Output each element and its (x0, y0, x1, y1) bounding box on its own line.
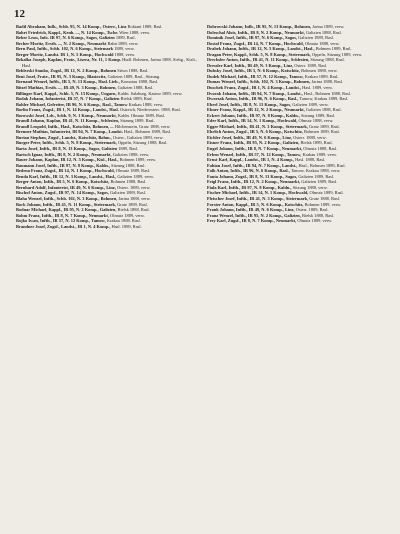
entry-line-1: Dostal Franz, Zugsf., IR 14, N. 7 Komp., Hochwald, (207, 40, 304, 46)
entry-line-2: Galizien 1888, Rasl. (305, 107, 342, 113)
entry-line-2: Bielsk 1888, Rasl. (117, 207, 150, 213)
entry-line-2: Jarina 1888, verw. (118, 195, 151, 201)
entry-line-1: Dworzak Anton, Infth., IR 96, N. 6 Komp., Rasl., (207, 96, 299, 102)
left-column (16, 24, 197, 528)
entry-line-1: Egger Michael, Infth., IR 41, N. 3 Komp., Steiermark, (207, 123, 308, 129)
entry-line-1: Ehrlich Anton, Zugsf., IR 5, N. 6 Komp., Kotschitz, (207, 129, 303, 135)
entry-line-1: Badtl Abraham, Infh., Schb. 95, N. 14 Komp., Osterr., Linz (16, 24, 127, 29)
entry-line-1: Drechsler Anton, Infth., IR 41, N. 11 Komp., Schlesien, (207, 57, 310, 63)
entry-line-1: Eisner Franz, Infth., IR 95, N. 2 Komp., Galizien, (207, 140, 300, 146)
entry-line-2: Krakau 1889, verw. (302, 151, 338, 157)
entry-line-1: Bernand Wenzel, Infth., IR 5, N. 13 Komp., Hasl. Lieb., (16, 79, 120, 85)
entry-line-2: Oppeln, Sitzung 1889, verw. (311, 51, 363, 57)
entry-line-2: Bielsk 1889, Rasl. (300, 140, 333, 146)
entry-line-2: Bahn 1889, verw. (107, 40, 139, 46)
entry-line-2: Galizien 1888, verw. (112, 151, 150, 157)
entry-line-2: Osterr. 1889, verw. (117, 184, 151, 190)
entry-line-1: Bitzel Mathias, Ersth. ..., IR 49, N. 3 Komp., Bohmen, (16, 85, 117, 91)
entry-line-2: Sitzung 1888, verw. (292, 184, 328, 190)
entry-line-1: Brandl Leopold, Infth., Hasl., Kotschitz, Bohmen, ... (16, 123, 114, 129)
entry-line-2: Sitzung 1889, Rasl. (120, 118, 155, 124)
entry-line-2: Bohmen 1889, Rasl. (303, 129, 340, 135)
entry-line-1: Bodnar Michael, Kappl., IR 95, N. 2 Komp., Galizien, (16, 207, 117, 213)
entry-line-2: Hasl., Bohmen 1888, Rasl. (303, 90, 352, 96)
entry-line-2: Krakau 1888, Rasl. (106, 218, 141, 224)
entry-line-2: Hasl., Bohmen 1889, Rasl. (298, 162, 346, 168)
entry-line-1: Brenner Mathias, Infanterist, IR 94, N. 7 Komp., Landst. (16, 129, 123, 135)
entry-line-1: Erben Wenzel, Infth., IR 57, N. 12 Komp., Tamow, (207, 151, 302, 157)
entry-line-2: Galizien 1889, Rasl., Sitzung. (107, 73, 161, 79)
entry-line-1: Brandner Josef, Zugsf., Landst., IR 1, N. 4 Komp., (16, 223, 111, 229)
entry-line-2: 1889, Rasl. (115, 35, 136, 41)
entry-line-1: Bohler Michael, Gefreiter, IR 96, N. 6 Komp., Rasl., Tamow (16, 101, 128, 107)
entry-line-1: Dominik Josef, Infth., IR 97, N. 6 Komp., Sagos, (207, 35, 298, 41)
entry-line-1: Forster Anton, Kappl., IR 5, N. 6 Komp., Kotschitz, (207, 201, 304, 207)
entry-line-1: Burian Stephan, Zugsf., Landst., Kotschitz, Bohm., (16, 134, 112, 140)
entry-line-1: Eberl Josef, Infth., IR 8, N. 13 Komp., Sagos, (207, 101, 292, 107)
entry-line-1: Fabian Josef, Infth., IR 94, N. 7 Komp., Landst., (207, 162, 298, 168)
entry-line-1: Beklerski Stanko, Zugsf., IR 12, N. 2 Komp., Bohmen (16, 68, 117, 74)
entry-line-1: Fischer Michael, Infth., IR 14, N. 1 Komp., Hochwald, (207, 190, 309, 196)
entry-line-2: Osterr. 1889, Rasl. (295, 207, 329, 213)
entry-line-1: Bock Johann, Infth., IR 41, N. 11 Komp., Steiermark, (16, 201, 117, 207)
entry-line-2: Olmutz 1888, Rasl. (303, 146, 338, 152)
entry-line-2: Gratz 1889, Rasl. (309, 123, 340, 129)
entry-line-2: Olmutz 1889, verw. (297, 218, 333, 224)
entry-line-2: Hasl. 1889, Rasl. (111, 223, 142, 229)
entry-line-1: Barta Josef, Infth., IR 8, N. 13 Komp., Sagos, Galizien (16, 146, 118, 152)
entry-line-2: 1888, verw. (114, 51, 136, 57)
entry-line-2: Galizien 1889, Rasl. (301, 179, 338, 185)
entry-line-1: Fanta Johann, Zugsf., IR 8, N. 13 Komp., Sagos, (207, 173, 298, 179)
entry-line-1: Berger Anton, Infth., IR 5, N. 6 Komp., Kotschitz, (16, 179, 110, 185)
entry-line-2: Galizien 1889, Rasl. (110, 190, 146, 196)
entry-line-2: Tamow, Krakau 1889, Rasl. (299, 96, 349, 102)
entry-line-2: Olmutz 1889, Rasl. (309, 190, 344, 196)
entry-line-2: Bohmen 1888, Rasl. (110, 179, 147, 185)
entry-line-1: Dressler Karl, Infth., IR 49, N. 3 Komp., Linz, (207, 62, 294, 68)
entry-line-1: Frank Johann, Infth., IR 49, N. 6 Komp., Linz, (207, 207, 295, 213)
entry-line-1: Burger Peter, Infth., Schb. 5, N. 8 Komp., Steiermark, (16, 140, 117, 146)
entry-line-1: Ebner Franz, Kappl., IR 12, N. 2 Komp., Neumarkt, (207, 107, 305, 113)
entry-line-1: Bekalka Joseph, Kaplan, Frate., Lisera, Nr. 11, 1 Komp. (16, 57, 122, 63)
entry-line-2: Hasl., Bohmen 1889, Rasl. (123, 129, 172, 135)
entry-line-2: Kaldn. Olmutz 1889, Rasl. (117, 112, 165, 118)
entry-line-1: Feigl Franz, Infth., IR 12, N. 2 Komp., Neumarkt, (207, 179, 301, 185)
entry-line-1: Beni Josef, Frate., IR 95, N. 3 Komp., Blasiovitz, (16, 73, 107, 79)
entry-line-2: Krakau 1888, verw. (128, 101, 164, 107)
entry-line-2: Galizien 1889, Rasl. (298, 35, 334, 41)
text-columns (16, 24, 388, 528)
entry-line-2: Galizien 1889, verw. (292, 101, 329, 107)
entry-line-2: Bielsk 1889, Rasl. (120, 96, 153, 102)
entry-line-2: Wien 1888, verw. (119, 29, 151, 35)
entry-line-1: Baumann Josef, Infth., IR 97, N. 8 Komp., Kaldn., (16, 162, 111, 168)
entry-line-2: Gratz 1889, Rasl. (117, 201, 148, 207)
entry-line-2: Galizien 1889, verw. (117, 173, 154, 179)
entry-line-2: Hasl. 1889, verw. (302, 85, 333, 91)
entry-line-1: Bohm Franz, Infth., IR 8, N. 7 Komp., Neumarkt, (16, 212, 109, 218)
entry-line-2: Bohmen 1889, Rasl. (315, 46, 352, 52)
entry-line-1: Dumas Wenzel, Infth., Schb. 102, N. 3 Komp., Bohmen, (207, 79, 311, 85)
entry-line-2: Olmutz 1889, verw. (110, 212, 145, 218)
entry-line-2: Galizien 1888, Rasl. (117, 85, 154, 91)
entry-line-1: Dudek Michael, Infth., IR 57, N. 12 Komp., Tamow, (207, 73, 304, 79)
entry-line-2: Bielsk 1888, Rasl. (301, 212, 335, 218)
entry-line-2: Bohmen 1889, verw. (304, 201, 342, 207)
entry-line-2: Oppeln, Sitzung 1888, Rasl. (117, 140, 168, 146)
entry-line-2: Gratz 1888, Rasl. (309, 195, 340, 201)
entry-line-1: Drabek Johann, Infth., IR 12, N. 5 Komp., Landst., Hasl., (207, 46, 315, 52)
entry-line-1: Duschek Franz, Zugsf., IR 1, N. 4 Komp., Landst., (207, 85, 302, 91)
entry-line-2: Hilchenstein, Gratz 1888, verw. (114, 123, 171, 129)
right-column (207, 24, 388, 528)
entry-line-1: Fiala Karl, Infth., IR 97, N. 8 Komp., Kaldn., (207, 184, 292, 190)
entry-line-2: Jarina 1889, verw. (312, 24, 345, 29)
entry-line-2: Tamow, Krakau 1888, verw. (290, 168, 341, 174)
entry-line-1: Borlin Franz, Zugsf., IR 1, N. 14 Komp., Landst., Hasl. (16, 107, 119, 113)
entry-line-2: Stiwn 1888, Rasl. (117, 68, 149, 74)
entry-line-1: Becher Moritz, Ersth. ..., N. 2 Komp., Neumarkt (16, 40, 107, 46)
entry-line-2: Galizien 1888, Rasl. (305, 29, 342, 35)
entry-line-1: Borowski Josef, Lds., Schb. 9, N. 1 Komp., Neumarkt, (16, 112, 117, 118)
entry-line-2: Hudl. Bohmen, Jarina 1888, Siebg., Kislt., Hasl. (22, 57, 197, 68)
list-entry (207, 218, 388, 224)
entry-line-1: Beber Leon, Info. IR 97, N. 6 Komp., Sagos, Galizien (16, 35, 115, 41)
entry-line-1: Frey Karl, Zugsf., IR 8, N. 7 Komp., Neumarkt, (207, 218, 297, 224)
entry-line-1: Blaha Wenzel, Infth., Schb. 102, N. 3 Komp., Bohmen, (16, 195, 118, 201)
entry-line-1: Dobrowski Johann, Infh., IR 95, N. 13 Komp., Bohmen, (207, 24, 312, 29)
entry-line-2: Sitzung 1888, Rasl. (310, 57, 345, 63)
entry-line-1: Bodak Johann, Infanterist, IR 57, N. 7 Komp., Galizien (16, 96, 120, 102)
entry-line-2: Ostreich, Niederosterr. 1888, Rasl. (119, 107, 181, 113)
entry-line-2: Hasl. 1888, Rasl. (295, 157, 326, 163)
entry-line-1: Bartsch Ignaz, Infth., IR 8, N. 2 Komp., Neumarkt, (16, 151, 112, 157)
entry-line-2: Bohmen 1889, verw. (119, 157, 157, 163)
entry-line-1: Dvorak Johann, Infth., IR 94, N. 7 Komp., Landst., (207, 90, 303, 96)
entry-line-1: Fleischer Josef, Infth., IR 41, N. 3 Komp., Steiermark, (207, 195, 309, 201)
entry-line-2: Olmutz 1888, verw. (304, 40, 340, 46)
entry-line-1: Bahrt Friedrich, Kappl., Kenh. ..., N. 14 Komp., Tschr. (16, 29, 119, 35)
entry-line-1: Billinger Karl, Kappl., Schb. 5, N. 13 Komp., Ungarn, (16, 90, 117, 96)
entry-line-1: Bernhard Adolf, Infanterist, IR 49, N. 6 Komp., Linz, (16, 184, 116, 190)
entry-line-1: Bauer Johann, Kaplan, IR 12, N. 5 Komp., Kisl., Hasl., (16, 157, 119, 163)
entry-line-1: Dragan Peter, Kappl., Schb. 5, N. 8 Komp., Steiermark, (207, 51, 311, 57)
entry-line-2: Komotau 1888, Rasl. (120, 79, 159, 85)
page-number: 12 (14, 8, 25, 20)
entry-line-1: Bojko Iwan, Infth., IR 57, N. 12 Komp., Tamow, (16, 218, 106, 224)
entry-line-2: Krakau 1889, Rasl. (304, 73, 339, 79)
entry-line-2: Jarina 1888, Rasl. (311, 79, 344, 85)
entry-line-2: Olmutz 1888, verw. (298, 118, 334, 124)
entry-line-2: Olmutz 1889, Rasl. (115, 168, 151, 174)
entry-line-1: Brandl Johann, Kaplan, IR 41, N. 11 Komp., Schlesien, (16, 118, 120, 124)
entry-line-1: Franz Wenzel, Infth., IR 95, N. 2 Komp., Galizien, (207, 212, 301, 218)
entry-line-1: Eichler Josef, Infth., IR 49, N. 6 Komp., Linz, (207, 134, 293, 140)
entry-line-1: Bern Paul, Infth., Schb. 102, N. 6 Komp., Steirmark (16, 46, 114, 52)
entry-line-1: Berger Moritz, Landst. IR 1, N. 5 Komp., Hochwald (16, 51, 114, 57)
entry-line-2: Osterr. 1888, verw. (293, 134, 327, 140)
entry-line-2: Sitzung 1888, Rasl. (111, 162, 146, 168)
entry-line-1: Bedrna Franz, Zugsf., IR 14, N. 1 Komp., Hochwald, (16, 168, 115, 174)
entry-line-1: Doleschal Alois, Infth., IR 8, N. 2 Komp., Neumarkt, (207, 29, 305, 35)
entry-line-2: 1889, verw. (114, 46, 135, 52)
entry-line-1: Bischof Anton, Zugsf., IR 97, N. 14 Komp., Sagos, (16, 190, 109, 196)
entry-line-2: Bohmen 1888, verw. (301, 68, 338, 74)
entry-line-2: Kaldn. Salzburg, Kasino 1889, verw. (117, 90, 183, 96)
entry-line-1: Eder Karl, Infth., IR 14, N. 1 Komp., Hochwald, (207, 118, 298, 124)
entry-line-2: Osterr. 1889, Rasl. (294, 62, 328, 68)
entry-line-1: Eckert Johann, Infth., IR 97, N. 8 Komp., Kaldn., (207, 112, 300, 118)
entry-line-2: Rokiani 1889, Rasl. (127, 24, 163, 29)
list-entry (16, 224, 197, 230)
entry-line-2: Galizien 1889, Rasl. (298, 173, 335, 179)
entry-line-2: Sitzung 1889, Rasl. (300, 112, 336, 118)
entry-line-1: Engel Johann, Infth., IR 8, N. 7 Komp., Neumarkt, (207, 146, 303, 152)
list-entry (16, 57, 197, 68)
entry-line-1: Ernst Karl, Kappl., Landst., IR 1, N. 4 Komp., (207, 157, 294, 163)
entry-line-2: 1889, Rasl. (118, 146, 139, 152)
entry-line-1: Falk Anton, Infth., IR 96, N. 6 Komp., Rasl., (207, 168, 290, 174)
entry-line-2: Osterr., Galizien 1889, verw. (112, 134, 164, 140)
entry-line-1: Benda Karl, Infth., IR 12, N. 3 Komp., Landst., Hasl., (16, 173, 117, 179)
entry-line-1: Dubsky Josef, Infth., IR 5, N. 6 Komp., Kotschitz, (207, 68, 300, 74)
